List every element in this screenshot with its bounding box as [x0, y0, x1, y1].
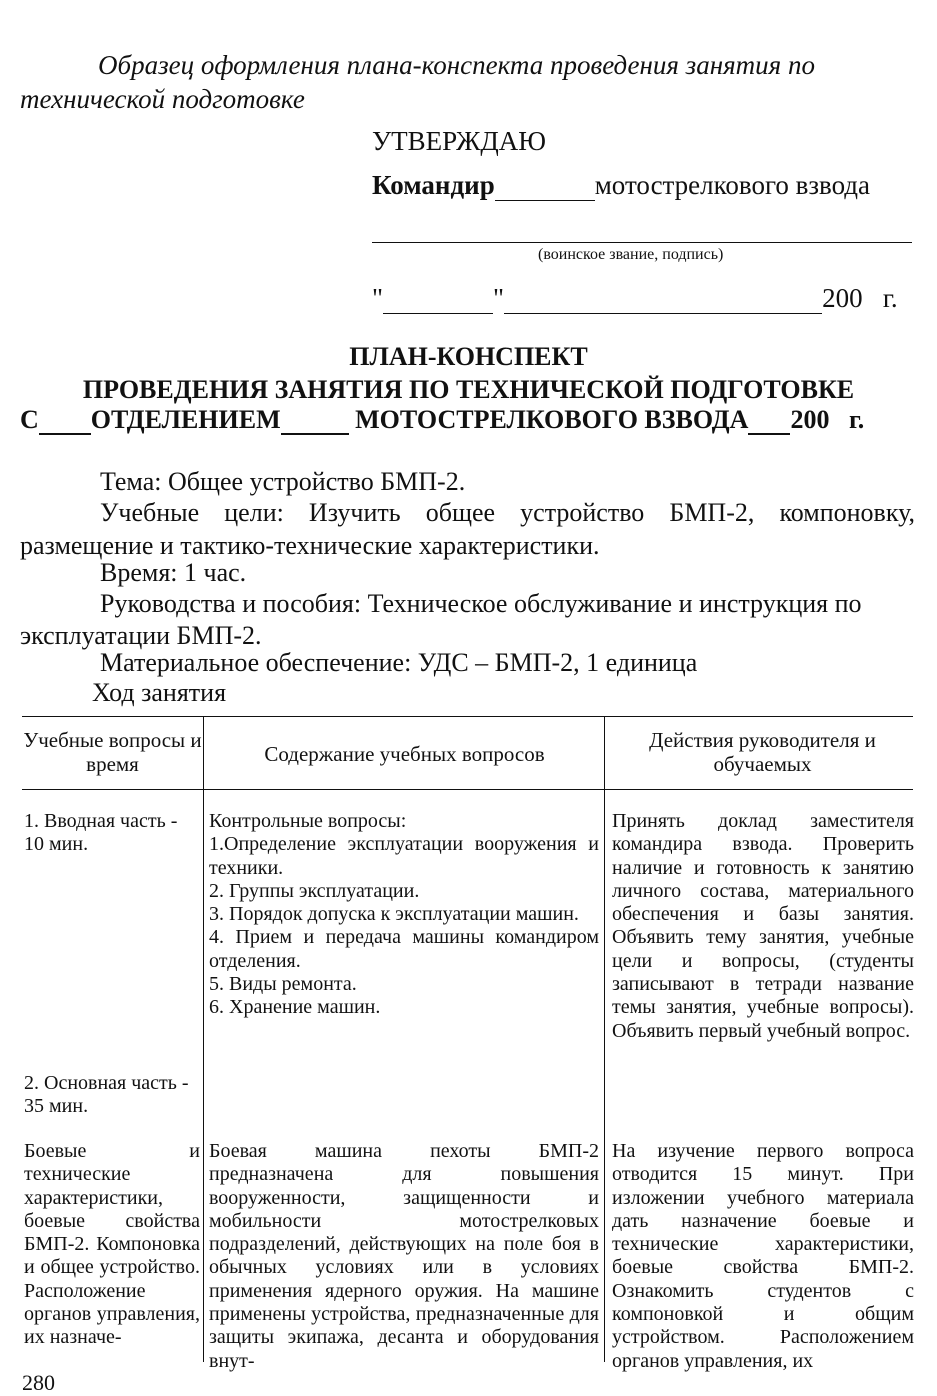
goals-text: Учебные цели: Изучить общее устройство БМП-2, компоновку, размещение и тактико-технические характеристики. — [20, 498, 915, 560]
quote-close: " — [493, 283, 505, 313]
commander-label: Командир — [372, 170, 495, 200]
title-c: С — [20, 405, 39, 434]
title-year: 200 — [790, 405, 830, 434]
signature-caption: (воинское звание, подпись) — [538, 246, 724, 263]
title-blank-2 — [281, 409, 349, 435]
table-top-border — [22, 716, 913, 717]
row3-content: Боевая машина пехоты БМП-2 предназначена для повышения вооруженности, защищенности и мобильности мотострелковых подразделений, действующих на поле боя в обычных условиях или в условиях применения ядерного оружия. На машине применены устройства, предназначенные для защиты экипажа, десанта и оборудования внут- — [209, 1140, 599, 1372]
table-column-divider-1 — [203, 716, 204, 1362]
commander-line — [372, 170, 870, 201]
row1-question: 1. Вводная часть - 10 мин. — [24, 810, 178, 856]
unit-label: мотострелкового взвода — [594, 170, 871, 200]
row2-question: 2. Основная часть - 35 мин. — [24, 1072, 189, 1118]
row1-item-1: 1.Определение эксплуатации вооружения и техники. — [209, 833, 599, 879]
table-header-actions: Действия руководителя и обучаемых — [649, 728, 876, 776]
time-text: Время: 1 час. — [100, 558, 247, 587]
signature-line — [372, 242, 912, 243]
doc-title: ПЛАН-КОНСПЕКТ — [349, 342, 588, 371]
approval-date — [372, 283, 898, 314]
row3-actions: На изучение первого вопроса отводится 15 минут. При изложении учебного материала дать назначение боевые и технические характеристики, боевые свойства БМП-2. Ознакомить студентов с компоновкой и общим устройством. Расположением органов управления, их — [612, 1140, 914, 1372]
quote-open: " — [372, 283, 384, 313]
row1-item-6: 6. Хранение машин. — [209, 996, 381, 1019]
title-blank-1 — [39, 409, 91, 435]
table-column-divider-2 — [604, 716, 605, 1362]
manuals-text: Руководства и пособия: Техническое обслуживание и инструкция по эксплуатации БМП-2. — [20, 589, 862, 650]
material-text: Материальное обеспечение: УДС – БМП-2, 1 единица — [100, 648, 698, 677]
topic-text: Тема: Общее устройство БМП-2. — [100, 467, 466, 496]
row1-actions: Принять доклад заместителя командира взвода. Проверить наличие и готовность к занятию личного состава, материального обеспечения и базы занятия. Объявить тему занятия, учебные цели и вопросы, (студенты записывают в тетради название темы занятия, учебные вопросы). Объявить первый учебный вопрос. — [612, 810, 914, 1042]
title-blank-3 — [748, 409, 790, 435]
approve-label: УТВЕРЖДАЮ — [372, 126, 547, 156]
page-number: 280 — [22, 1370, 55, 1395]
table-header-border — [22, 789, 913, 790]
row1-item-5: 5. Виды ремонта. — [209, 973, 357, 996]
day-blank — [383, 287, 493, 314]
row1-content — [209, 810, 599, 1020]
doc-subtitle: ПРОВЕДЕНИЯ ЗАНЯТИЯ ПО ТЕХНИЧЕСКОЙ ПОДГОТОВКЕ — [82, 375, 855, 404]
title-year-suffix: г. — [848, 405, 865, 434]
row1-item-4: 4. Прием и передача машины командиром отделения. — [209, 926, 599, 972]
row3-question: Боевые и технические характеристики, боевые свойства БМП-2. Компоновка и общее устройство. Расположение органов управления, их назначе- — [24, 1140, 200, 1349]
row1-item-2: 2. Группы эксплуатации. — [209, 879, 420, 902]
doc-subtitle-line3 — [20, 405, 864, 435]
rank-blank — [495, 174, 595, 201]
row1-content-title: Контрольные вопросы: — [209, 810, 407, 832]
intro-caption: Образец оформления плана-конспекта проведения занятия по технической подготовке — [20, 50, 815, 114]
year-suffix: г. — [882, 283, 898, 313]
year-label: 200 — [822, 283, 863, 313]
title-squad: ОТДЕЛЕНИЕМ — [90, 405, 281, 434]
table-header-questions: Учебные вопросы и время — [23, 728, 202, 776]
row1-item-3: 3. Порядок допуска к эксплуатации машин. — [209, 903, 579, 926]
month-blank — [504, 287, 822, 314]
table-header-content: Содержание учебных вопросов — [264, 742, 545, 766]
title-platoon: МОТОСТРЕЛКОВОГО ВЗВОДА — [355, 405, 749, 434]
course-heading: Ход занятия — [92, 678, 227, 707]
